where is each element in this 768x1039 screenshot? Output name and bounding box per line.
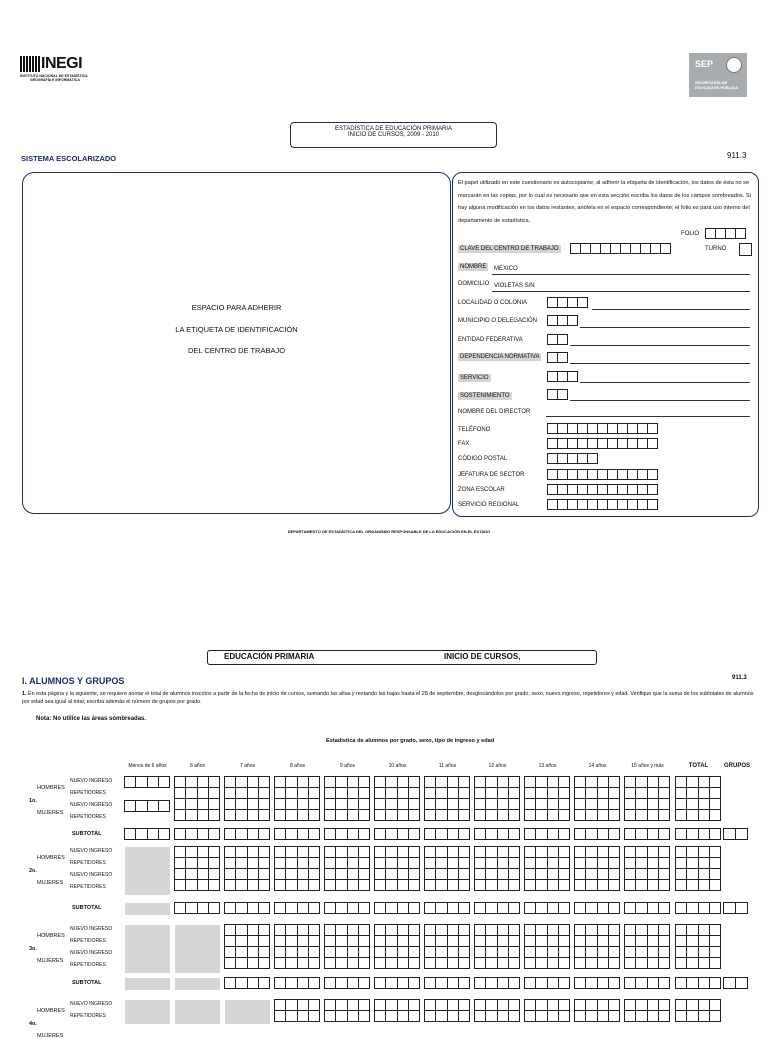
entidad-label: ENTIDAD FEDERATIVA xyxy=(458,337,523,343)
subtotal-grid[interactable] xyxy=(275,903,320,914)
input-grid[interactable] xyxy=(375,847,420,891)
input-grid[interactable] xyxy=(625,925,670,969)
inegi-logo: INEGI INSTITUTO NACIONAL DE ESTADÍSTICA GEOGRAFÍA E INFORMÁTICA xyxy=(20,55,88,82)
input-grid[interactable] xyxy=(225,847,270,891)
shaded-area xyxy=(175,978,220,990)
column-header: 15 años y más xyxy=(631,763,664,769)
input-grid[interactable] xyxy=(525,1000,570,1022)
row-label-hombres: HOMBRES xyxy=(37,785,65,791)
turno-field[interactable] xyxy=(739,243,752,256)
jefatura-field[interactable] xyxy=(547,469,658,480)
row-label-nuevo: NUEVO INGRESO xyxy=(70,848,113,854)
row-label-nuevo: NUEVO INGRESO xyxy=(70,950,113,956)
municipio-label: MUNICIPIO O DELEGACIÓN xyxy=(458,318,538,324)
column-header: Menos de 6 años xyxy=(128,763,167,769)
input-grid[interactable] xyxy=(676,847,721,891)
input-grid[interactable] xyxy=(275,777,320,821)
row-label-repetidores: REPETIDORES xyxy=(70,938,106,944)
zona-field[interactable] xyxy=(547,484,658,495)
column-header: 7 años xyxy=(239,763,255,769)
input-grid[interactable] xyxy=(325,1000,370,1022)
inegi-emblem-icon xyxy=(20,56,40,72)
subtotal-grid[interactable] xyxy=(676,903,721,914)
column-header: TOTAL xyxy=(688,763,709,769)
input-grid[interactable] xyxy=(175,777,220,821)
row-label-repetidores: REPETIDORES xyxy=(70,962,106,968)
sostenimiento-label: SOSTENIMIENTO xyxy=(460,393,510,399)
page2-banner: EDUCACIÓN PRIMARIA INICIO DE CURSOS, xyxy=(207,650,597,665)
form-code: 911.3 xyxy=(727,151,747,160)
mexico-seal-icon xyxy=(726,57,742,73)
input-grid[interactable] xyxy=(525,847,570,891)
subtotal-grid[interactable] xyxy=(575,829,620,840)
notice-text: El papel utilizado en este cuestionario es autocopiante; al adherir la etiqueta de identificación, los datos de ésta no se marcarán en las copias, por lo cual es necesario que en esta sección escriba los datos de los campos sombreados. Si hay alguna modificación en los datos restantes, anótela en el espacio correspondiente; el folio es para uso interno del departamento de estadística. xyxy=(458,180,751,224)
input-grid[interactable] xyxy=(475,1000,520,1022)
row-label-repetidores: REPETIDORES xyxy=(70,860,106,866)
system-label: SISTEMA ESCOLARIZADO xyxy=(21,154,117,163)
note: Nota: No utilice las áreas sombreadas. xyxy=(36,716,147,722)
row-label-repetidores: REPETIDORES xyxy=(70,1013,106,1019)
input-grid[interactable] xyxy=(175,847,220,891)
label-adhere-area: ESPACIO PARA ADHERIR LA ETIQUETA DE IDENTIFICACIÓN DEL CENTRO DE TRABAJO xyxy=(22,172,451,514)
row-label-grade: 4o. xyxy=(29,1021,37,1027)
municipio-field[interactable] xyxy=(547,315,578,326)
input-grid[interactable] xyxy=(575,925,620,969)
input-grid[interactable] xyxy=(275,1000,320,1022)
input-grid[interactable] xyxy=(625,1000,670,1022)
fax-field[interactable] xyxy=(547,438,658,449)
subtotal-grid[interactable] xyxy=(225,978,270,989)
sep-logo: SEP SECRETARÍA DE EDUCACIÓN PÚBLICA xyxy=(689,53,747,97)
subtotal-grid[interactable] xyxy=(625,978,670,989)
input-grid[interactable] xyxy=(625,847,670,891)
subtotal-grid[interactable] xyxy=(525,829,570,840)
regional-label: SERVICIO REGIONAL xyxy=(458,502,520,508)
subtotal-grid[interactable] xyxy=(676,978,721,989)
servicio-label: SERVICIO xyxy=(460,375,489,381)
telefono-field[interactable] xyxy=(547,423,658,434)
input-grid[interactable] xyxy=(676,1000,721,1022)
row-label-nuevo: NUEVO INGRESO xyxy=(70,926,113,932)
subtotal-grid[interactable] xyxy=(375,829,420,840)
subtotal-grid[interactable] xyxy=(225,903,270,914)
sostenimiento-field[interactable] xyxy=(547,389,568,400)
input-grid[interactable] xyxy=(525,925,570,969)
subtotal-grid[interactable] xyxy=(175,829,220,840)
input-grid[interactable] xyxy=(325,925,370,969)
nombre-label: NOMBRE xyxy=(460,264,487,270)
shaded-area xyxy=(125,903,170,915)
input-grid[interactable] xyxy=(375,1000,420,1022)
column-header: 14 años xyxy=(588,763,607,769)
instruction: 1. En esta página y la siguiente, se requiere anotar el total de alumnos inscritos a partir de la fecha de inicio de cursos, sumando las altas y restando las bajas hasta el 28 de septiembre, desglosándolos por grado, sexo, nuevo ingreso, repetidores y edad. Verifique que la suma de los subtotales de alumnos por edad sea igual al total; escriba además el número de grupos por grado. xyxy=(22,691,754,705)
input-grid[interactable] xyxy=(375,925,420,969)
row-label-mujeres: MUJERES xyxy=(37,958,64,964)
subtotal-grid[interactable] xyxy=(425,829,470,840)
director-label: NOMBRE DEL DIRECTOR xyxy=(458,409,531,415)
folio-field[interactable] xyxy=(705,228,746,239)
subtotal-grid[interactable] xyxy=(676,829,721,840)
input-grid[interactable] xyxy=(425,777,470,821)
row-label-grade: 1o. xyxy=(29,798,37,804)
row-label-repetidores: REPETIDORES xyxy=(70,790,106,796)
input-grid[interactable] xyxy=(575,847,620,891)
subtotal-grid[interactable] xyxy=(425,903,470,914)
subtotal-grid[interactable] xyxy=(475,903,520,914)
row-label-mujeres: MUJERES xyxy=(37,810,64,816)
subtotal-grid[interactable] xyxy=(375,903,420,914)
subtotal-grid[interactable] xyxy=(425,978,470,989)
column-header: 13 años xyxy=(538,763,557,769)
input-grid[interactable] xyxy=(425,847,470,891)
shaded-area xyxy=(175,925,220,973)
shaded-area xyxy=(225,1000,270,1024)
input-grid[interactable] xyxy=(125,801,170,812)
input-grid[interactable] xyxy=(676,925,721,969)
subtotal-grid[interactable] xyxy=(325,903,370,914)
column-header: 10 años xyxy=(388,763,407,769)
input-grid[interactable] xyxy=(225,777,270,821)
subtotal-grid[interactable] xyxy=(225,829,270,840)
input-grid[interactable] xyxy=(575,1000,620,1022)
subtotal-grid[interactable] xyxy=(575,978,620,989)
subtotal-grid[interactable] xyxy=(625,903,670,914)
subtotal-grid[interactable] xyxy=(525,978,570,989)
shaded-area xyxy=(125,925,170,973)
table-title: Estadística de alumnos por grado, sexo, tipo de ingreso y edad xyxy=(326,738,495,744)
row-label-hombres: HOMBRES xyxy=(37,933,65,939)
clave-field[interactable] xyxy=(570,243,671,254)
cp-label: CÓDIGO POSTAL xyxy=(458,456,508,462)
shaded-area xyxy=(125,1000,170,1024)
zona-label: ZONA ESCOLAR xyxy=(458,487,505,493)
input-grid[interactable] xyxy=(275,847,320,891)
subtotal-grid[interactable] xyxy=(325,978,370,989)
input-grid[interactable] xyxy=(225,925,270,969)
domicilio-label: DOMICILIO xyxy=(458,281,490,287)
input-grid[interactable] xyxy=(676,777,721,821)
entidad-field[interactable] xyxy=(547,334,568,345)
shaded-area xyxy=(125,978,170,990)
subtotal-label: SUBTOTAL xyxy=(72,905,102,911)
row-label-nuevo: NUEVO INGRESO xyxy=(70,802,113,808)
nombre-value[interactable]: MEXICO xyxy=(494,266,518,272)
jefatura-label: JEFATURA DE SECTOR xyxy=(458,472,525,478)
turno-label: TURNO xyxy=(705,246,727,252)
subtotal-grid[interactable] xyxy=(375,978,420,989)
servicio-field[interactable] xyxy=(547,371,578,382)
column-header: 6 años xyxy=(189,763,205,769)
fax-label: FAX xyxy=(458,441,470,447)
dependencia-field[interactable] xyxy=(547,352,568,363)
input-grid[interactable] xyxy=(475,925,520,969)
input-grid[interactable] xyxy=(425,1000,470,1022)
input-grid[interactable] xyxy=(325,847,370,891)
input-grid[interactable] xyxy=(125,777,170,788)
subtotal-grid[interactable] xyxy=(625,829,670,840)
input-grid[interactable] xyxy=(475,847,520,891)
column-header: 9 años xyxy=(339,763,355,769)
form-title-box: ESTADÍSTICA DE EDUCACIÓN PRIMARIA INICIO DE CURSOS, 2009 - 2010 xyxy=(290,122,497,148)
subtotal-grid[interactable] xyxy=(275,978,320,989)
row-label-mujeres: MUJERES xyxy=(37,1033,64,1039)
clave-label: CLAVE DEL CENTRO DE TRABAJO xyxy=(460,246,559,252)
input-grid[interactable] xyxy=(475,777,520,821)
row-label-repetidores: REPETIDORES xyxy=(70,884,106,890)
shaded-area xyxy=(125,847,170,895)
page2-form-code: 911.3 xyxy=(732,675,747,681)
regional-field[interactable] xyxy=(547,499,658,510)
row-label-grade: 3o. xyxy=(29,946,37,952)
row-label-hombres: HOMBRES xyxy=(37,1008,65,1014)
subtotal-grid[interactable] xyxy=(525,903,570,914)
column-header: GRUPOS xyxy=(723,763,750,769)
input-grid[interactable] xyxy=(575,777,620,821)
localidad-field[interactable] xyxy=(547,297,588,308)
dependencia-label: DEPENDENCIA NORMATIVA xyxy=(460,354,540,360)
row-label-nuevo: NUEVO INGRESO xyxy=(70,778,113,784)
row-label-mujeres: MUJERES xyxy=(37,880,64,886)
row-label-nuevo: NUEVO INGRESO xyxy=(70,1001,113,1007)
row-label-nuevo: NUEVO INGRESO xyxy=(70,872,113,878)
subtotal-label: SUBTOTAL xyxy=(72,831,102,837)
subtotal-grid[interactable] xyxy=(125,829,170,840)
column-header: 12 años xyxy=(488,763,507,769)
subtotal-grid[interactable] xyxy=(475,829,520,840)
row-label-grade: 2o. xyxy=(29,868,37,874)
shaded-area xyxy=(175,1000,220,1024)
subtotal-grid[interactable] xyxy=(175,903,220,914)
input-grid[interactable] xyxy=(425,925,470,969)
domicilio-value[interactable]: VIOLETAS S/N xyxy=(494,283,535,289)
localidad-label: LOCALIDAD O COLONIA xyxy=(458,300,528,306)
input-grid[interactable] xyxy=(325,777,370,821)
section-title: I. ALUMNOS Y GRUPOS xyxy=(22,676,125,686)
input-grid[interactable] xyxy=(525,777,570,821)
grupos-grid[interactable] xyxy=(724,978,748,989)
telefono-label: TELÉFONO xyxy=(458,427,491,433)
row-label-hombres: HOMBRES xyxy=(37,855,65,861)
subtotal-grid[interactable] xyxy=(475,978,520,989)
input-grid[interactable] xyxy=(625,777,670,821)
cp-field[interactable] xyxy=(547,453,598,464)
grupos-grid[interactable] xyxy=(724,903,748,914)
subtotal-grid[interactable] xyxy=(575,903,620,914)
input-grid[interactable] xyxy=(275,925,320,969)
grupos-grid[interactable] xyxy=(724,829,748,840)
subtotal-grid[interactable] xyxy=(275,829,320,840)
column-header: 11 años xyxy=(438,763,457,769)
column-header: 8 años xyxy=(289,763,305,769)
footer-note: DEPARTAMENTO DE ESTADÍSTICA DEL ORGANISMO RESPONSABLE DE LA EDUCACIÓN EN EL ESTADO xyxy=(287,529,491,534)
row-label-repetidores: REPETIDORES xyxy=(70,814,106,820)
folio-label: FOLIO xyxy=(681,231,700,237)
subtotal-label: SUBTOTAL xyxy=(72,980,102,986)
subtotal-grid[interactable] xyxy=(325,829,370,840)
input-grid[interactable] xyxy=(375,777,420,821)
